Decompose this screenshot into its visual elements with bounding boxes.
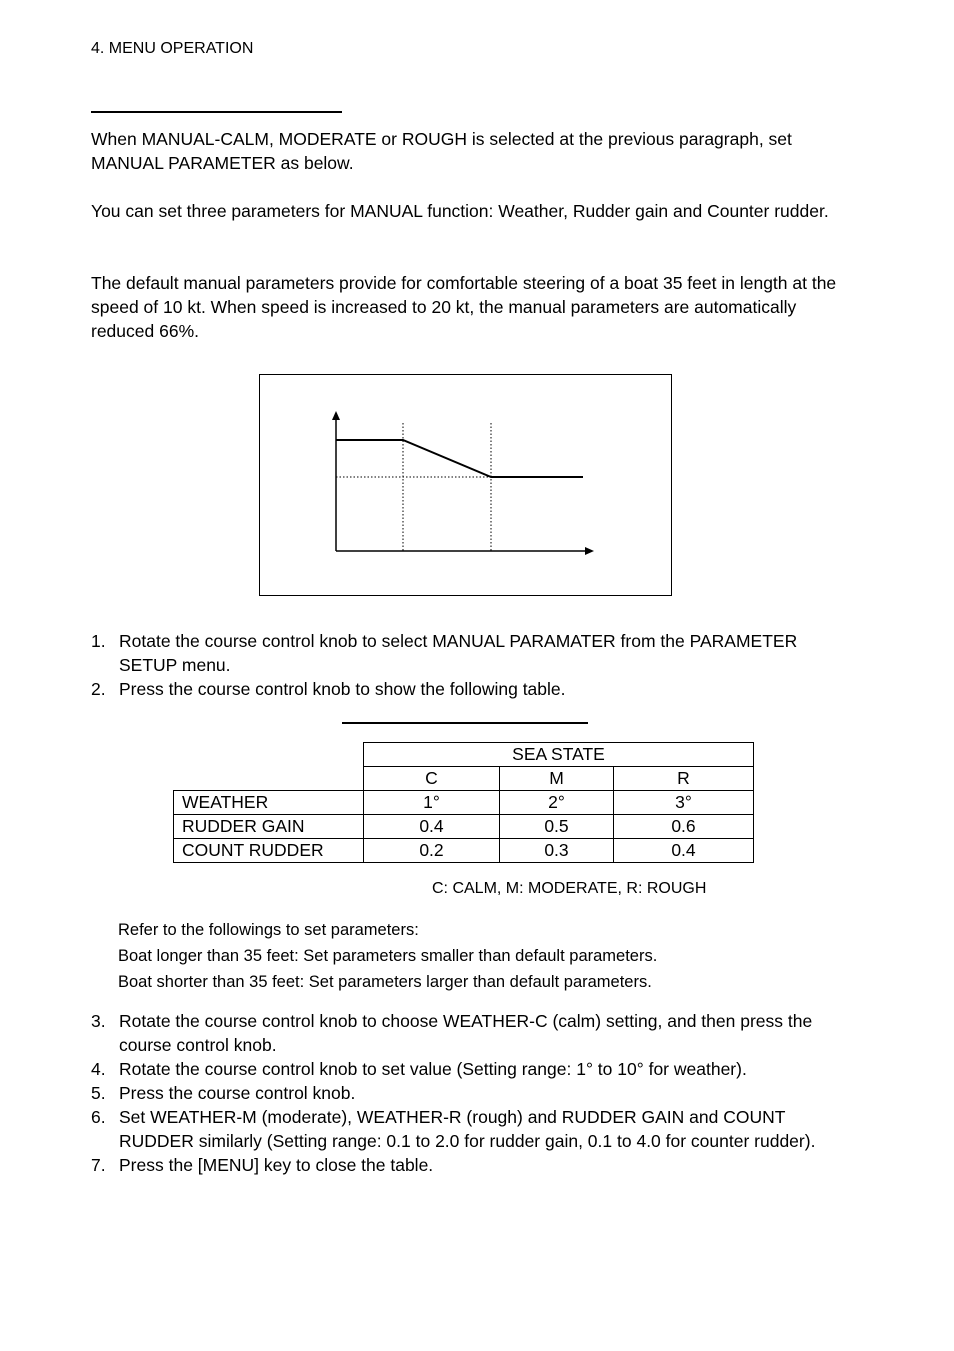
note-line-2: Boat longer than 35 feet: Set parameters smaller than default parameters.	[118, 947, 658, 965]
column-header-rough: R	[614, 767, 754, 791]
step-item	[91, 1057, 851, 1081]
steps-list-a	[91, 629, 851, 701]
section-header: 4. MENU OPERATION	[91, 40, 254, 57]
row-label: RUDDER GAIN	[174, 815, 364, 839]
step-item	[91, 1009, 851, 1057]
table-row	[174, 815, 754, 839]
table-legend: C: CALM, M: MODERATE, R: ROUGH	[432, 880, 707, 897]
table-title-rule	[342, 722, 588, 724]
note-line-1: Refer to the followings to set parameters:	[118, 921, 419, 939]
step-number: 5.	[91, 1083, 106, 1103]
step-number: 3.	[91, 1011, 106, 1031]
x-axis-arrow	[585, 547, 594, 555]
intro-paragraph-3: The default manual parameters provide for comfortable steering of a boat 35 feet in length at the speed of 10 kt. When speed is increased to 20 kt, the manual parameters are automatically reduced 66%.	[91, 273, 837, 341]
step-number: 4.	[91, 1059, 106, 1079]
row-label: COUNT RUDDER	[174, 839, 364, 863]
table-cell: 1°	[364, 791, 500, 815]
step-item	[91, 629, 851, 677]
step-item	[91, 1153, 851, 1177]
table-cell: 3°	[614, 791, 754, 815]
table-row	[174, 791, 754, 815]
table-row	[174, 839, 754, 863]
table-cell: 0.3	[500, 839, 614, 863]
step-text: Set WEATHER-M (moderate), WEATHER-R (rough) and RUDDER GAIN and COUNT RUDDER similarly (Setting range: 0.1 to 2.0 for rudder gain, 0.1 to 4.0 for counter rudder).	[119, 1107, 816, 1151]
step-text: Rotate the course control knob to choose WEATHER-C (calm) setting, and then press the course control knob.	[119, 1011, 813, 1055]
table-cell: 0.4	[364, 815, 500, 839]
table-cell: 0.4	[614, 839, 754, 863]
row-label: WEATHER	[174, 791, 364, 815]
intro-paragraph-1: When MANUAL-CALM, MODERATE or ROUGH is selected at the previous paragraph, set MANUAL PARAMETER as below.	[91, 129, 792, 173]
parameter-speed-diagram	[260, 375, 671, 595]
manual-parameter-table	[173, 742, 754, 863]
step-text: Press the [MENU] key to close the table.	[119, 1155, 434, 1175]
y-axis-arrow	[332, 411, 340, 420]
table-header-row	[174, 743, 754, 767]
table-cell: 0.5	[500, 815, 614, 839]
column-header-moderate: M	[500, 767, 614, 791]
step-number: 2.	[91, 679, 106, 699]
intro-paragraph-2: You can set three parameters for MANUAL function: Weather, Rudder gain and Counter rudder.	[91, 201, 829, 221]
table-cell: 2°	[500, 791, 614, 815]
step-text: Press the course control knob to show the following table.	[119, 679, 566, 699]
table-cell: 0.6	[614, 815, 754, 839]
parameter-curve	[336, 440, 583, 477]
note-line-3: Boat shorter than 35 feet: Set parameters larger than default parameters.	[118, 973, 652, 991]
step-text: Rotate the course control knob to set value (Setting range: 1° to 10° for weather).	[119, 1059, 747, 1079]
table-column-row	[174, 767, 754, 791]
step-text: Press the course control knob.	[119, 1083, 356, 1103]
steps-list-b	[91, 1009, 851, 1177]
step-number: 7.	[91, 1155, 106, 1175]
step-text: Rotate the course control knob to select MANUAL PARAMATER from the PARAMETER SETUP menu.	[119, 631, 798, 675]
sea-state-header: SEA STATE	[364, 743, 754, 767]
table-cell: 0.2	[364, 839, 500, 863]
step-number: 6.	[91, 1107, 106, 1127]
step-item	[91, 1105, 851, 1153]
step-number: 1.	[91, 631, 106, 651]
column-header-calm: C	[364, 767, 500, 791]
step-item	[91, 1081, 851, 1105]
step-item	[91, 677, 851, 701]
parameter-speed-figure	[259, 374, 672, 596]
heading-rule	[91, 111, 342, 113]
